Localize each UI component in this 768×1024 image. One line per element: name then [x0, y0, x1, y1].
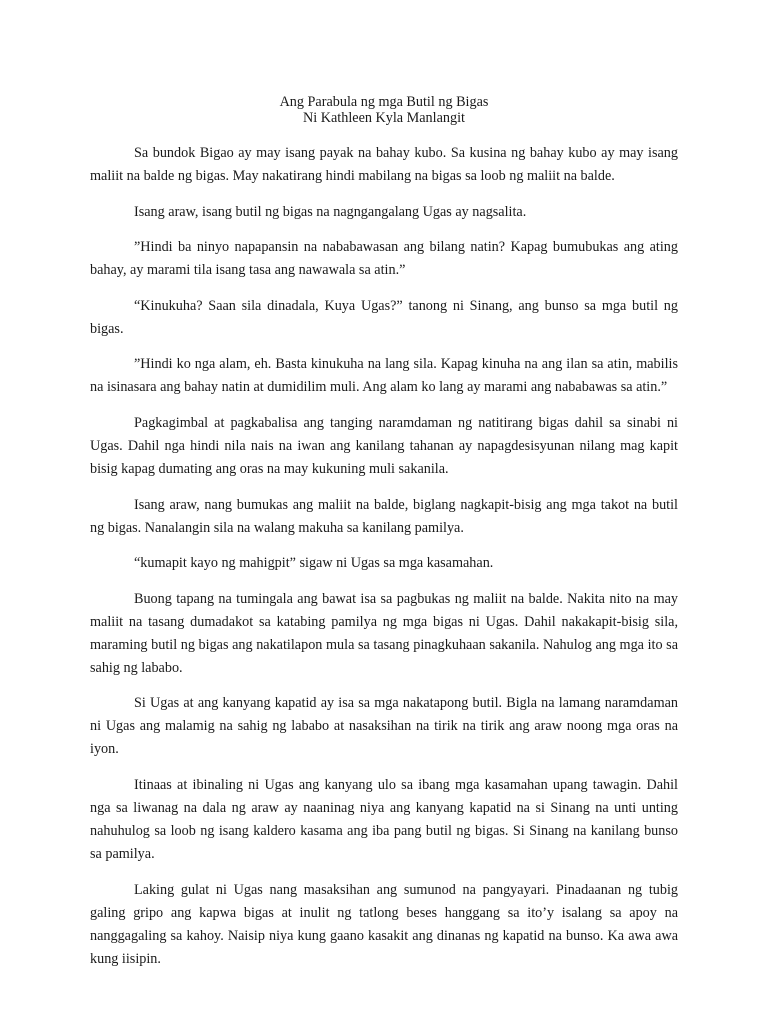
paragraph: Buong tapang na tumingala ang bawat isa sa pagbukas ng maliit na balde. Nakita nito na may maliit na tasang dumadakot sa katabing pamilya ng mga bigas ni Ugas. Dahil nakakapit-bisig sila, maraming butil ng bigas ang nakatilapon mula sa tasang pinagkuhaan sakanila. Nahulog ang mga ito sa sahig ng lababo.: [90, 590, 678, 676]
title-block: [90, 94, 678, 126]
paragraph: Laking gulat ni Ugas nang masaksihan ang sumunod na pangyayari. Pinadaanan ng tubig galing gripo ang kapwa bigas at inulit ng tatlong beses hanggang sa ito’y isalang sa apoy na nanggagaling sa kahoy. Naisip niya kung gaano kasakit ang dinanas ng kapatid na bunso. Ka awa awa kung iisipin.: [90, 881, 678, 967]
paragraph: Pagkagimbal at pagkabalisa ang tanging naramdaman ng natitirang bigas dahil sa sinabi ni Ugas. Dahil nga hindi nila nais na iwan ang kanilang tahanan ay napagdesisyunan nilang mag kapit bisig kapag dumating ang oras na may kukuning muli sakanila.: [90, 414, 678, 477]
document-title: Ang Parabula ng mga Butil ng Bigas: [279, 94, 489, 110]
paragraph: ”Hindi ba ninyo napapansin na nababawasan ang bilang natin? Kapag bumubukas ang ating bahay, ay marami tila isang tasa ang nawawala sa atin.”: [90, 239, 678, 279]
paragraph: ”Hindi ko nga alam, eh. Basta kinukuha na lang sila. Kapag kinuha na ang ilan sa atin, mabilis na isinasara ang bahay natin at dumidilim muli. Ang alam ko lang ay marami ang nababawas sa atin.”: [90, 356, 678, 396]
document-body: [90, 142, 678, 983]
paragraph: Si Ugas at ang kanyang kapatid ay isa sa mga nakatapong butil. Bigla na lamang naramdaman ni Ugas ang malamig na sahig ng lababo at nasaksihan na tirik na tirik ang araw noong mga oras na iyon.: [90, 695, 678, 758]
paragraph: “kumapit kayo ng mahigpit” sigaw ni Ugas sa mga kasamahan.: [134, 555, 494, 572]
document-author: Ni Kathleen Kyla Manlangit: [303, 110, 465, 126]
paragraph: Isang araw, nang bumukas ang maliit na balde, biglang nagkapit-bisig ang mga takot na butil ng bigas. Nanalangin sila na walang makuha sa kanilang pamilya.: [90, 496, 678, 536]
paragraph: Sa bundok Bigao ay may isang payak na bahay kubo. Sa kusina ng bahay kubo ay may isang maliit na balde ng bigas. May nakatirang hindi mabilang na bigas sa loob ng maliit na balde.: [90, 145, 678, 184]
paragraph: “Kinukuha? Saan sila dinadala, Kuya Ugas?” tanong ni Sinang, ang bunso sa mga butil ng bigas.: [90, 297, 678, 337]
paragraph: Isang araw, isang butil ng bigas na nagngangalang Ugas ay nagsalita.: [134, 203, 527, 220]
paragraph: Itinaas at ibinaling ni Ugas ang kanyang ulo sa ibang mga kasamahan upang tawagin. Dahil nga sa liwanag na dala ng araw ay naaninag niya ang kanyang kapatid na si Sinang na unti unting nahuhulog sa loob ng isang kaldero kasama ang iba pang butil ng bigas. Si Sinang na kanilang bunso sa pamilya.: [90, 776, 678, 862]
